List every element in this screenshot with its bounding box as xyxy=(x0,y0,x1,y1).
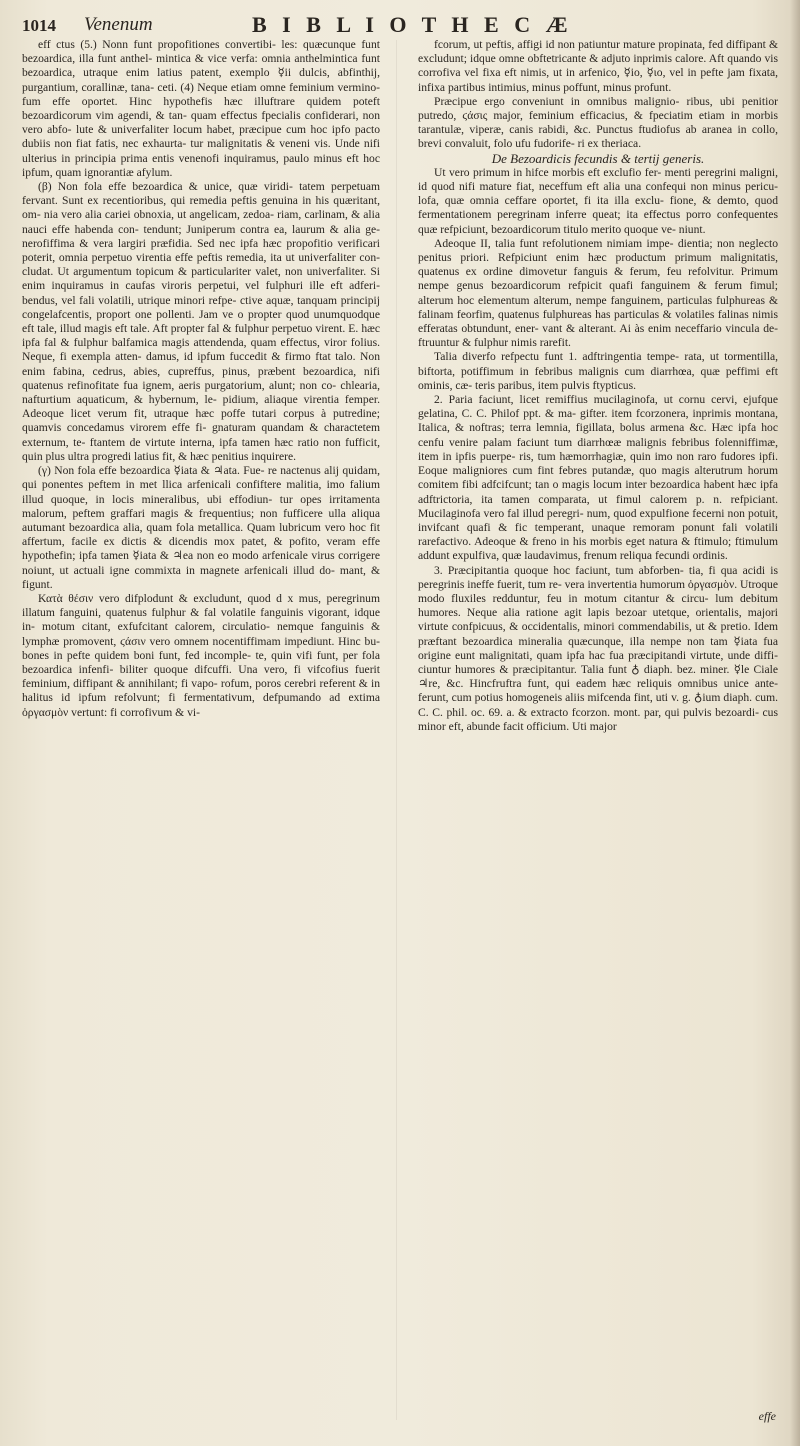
running-head-title: B I B L I O T H E C Æ xyxy=(252,12,573,37)
section-heading: De Bezoardicis fecundis & tertij generis. xyxy=(491,150,705,166)
paragraph: (γ) Non fola effe bezoardica ☿iata & ♃ata. Fue- re nactenus alij quidam, qui ponentes peftem in met llica arfenicali confiftere malitia, imo falium illud quoque, in locis mineralibus, ubi effodiun- tur opes irritamenta malorum, peftem graffari magis & frequentius; non fufficere ulla aliqua autumant bezoardica alia, quam fola metallica. Quam lubricum vero hoc fit affertum, facile ex dictis & dicendis mox patet, & pofito, veram effe hypothefin; ipfa tamen ☿iata & ♃ea non eo modo arfenicale virus corrigere noiunt, ut actuali igne commixta in magnete arfenicali illud do- mant, & figunt. xyxy=(22,464,380,591)
paragraph: eff ctus (5.) Nonn funt propofitiones convertibi- les: quæcunque funt bezoardica, illa funt anthel- mintica & vice verfa: omnia anthelmintica funt bezoardica, utraque enim latius patent, exemplo ☿ii dulcis, abfinthij, purgantium, corallinæ, tana- ceti. (4) Neque etiam omne feminium vermino- fum effe oportet. Hinc hypothefis hæc illuftrare quidem poteft bezoardicorum vim agendi, & tan- quam effectus fpecialis confiderari, non vero abfo- lute & univerfaliter locum habet, præcipue cum hoc ipfo pacto dubiis non fiat fatis, nec exhaurta- tur malignitatis & veneni vis. Unde nifi ulterius in principia prima entis venenofi inquiramus, paulo minus eft hoc ipfum, quam ignorantiæ afylum. xyxy=(22,38,380,179)
paragraph: Adeoque II, talia funt refolutionem nimiam impe- dientia; non neglecto penitus priori. Refpiciunt enim hæc productum primum malignitatis, quatenus ex ordine dimovetur fanguis & ferum, feu refolvitur. Primum nempe genus bezoardicorum refpicit quafi fanguinem & ferum fimul; alterum hoc elementum alterum, nempe fanguinem, particulas fulphureas & falinam feorfim, quatenus fulphureas has particulas & volatiles falinas nimis efferatas obtundunt, ener- vant & alterant. Ai às enim neceffario vincula de- ftruuntur & fulphur nimis rarefit. xyxy=(418,236,778,350)
paragraph: 2. Paria faciunt, licet remiffius mucilaginofa, ut cornu cervi, ejufque gelatina, C. C. Philof ppt. & ma- gifter. item fcorzonera, inprimis montana, Italica, & noftras; terra lemnia, figillata, bolus armena &c. Hæc ipfa hoc cenfu venire palam faciunt tum diarrhœæ malignis febribus folenniffimæ, item in ipfis puerpe- ris, tum hæmorrhagiæ, quin imo non raro fudores ipfi. Eoque maligniores cum fint febres putandæ, quo magis alterutrum horum comitem fibi adfcifcunt; tan o magis locum inter bezoardica habent hæc ipfa adftrictoria, ita tamen comparata, ut fimul calorem p. n. refpiciant. Mucilaginofa vero fal illud peregri- num, quod expulfione fecerni non potuit, invifcant quafi & fic temperant, unaque remoram ponunt fali volatili rarefactivo. Adeoque & freno in his morbis eget natura & ftimulo; ftimulum addunt expulfiva, quæ laudavimus, frenum reliqua fecundi ordinis. xyxy=(418,393,778,563)
paragraph: (β) Non fola effe bezoardica & unice, quæ viridi- tatem perpetuam fervant. Sunt ex recentioribus, qui remedia peftis genuina in his quæritant, om- nia vero alia cariei obnoxia, ut angelicam, zedoa- riam, carlinam, & alia nauci effe habenda con- tendunt; Juniperum contra ea, laurum & alia ge- nerofiffima & vera largiri præfidia. Sed nec ipfa hæc propofitio verificari poterit, omnia perpetuo virentia effe peftis remedia, ita ut univerfaliter con- cludat. Ut argumentum topicum & particulariter valet, non univerfaliter. Si enim inquiramus in caufas viroris perpetui, vel fulphuri ille eft adferi- bendus, vel fali volatili, utrique minori refpe- ctive aquæ, tanquam principij congelafcentis, proport one pollenti. Jam ve o propter quod unumquodque eft tale, illud magis eft tale. Aft propter fal & fulphur perpetuo virent. E. hæc ipfa fal & fulphur balfamica magis attendenda, quam effectus, viror folius. Neque, fi exempla atten- damus, id ipfum fuccedit & firmo ftat talo. Non enim fabina, cedrus, abies, cupreffus, pinus, præbent bezoardica, nifi quatenus refinofitate fua ignem, aeris purgatorium, alunt; non co- chlearia, nafturtium aquaticum, & hybernum, le- pidium, aliaque virentia femper. Adeoque licet verum fit, utraque hæc poffe tutari corpus à putredine; quamvis concedamus virorem effe fi- gnaturam quandam & charactetem externum, te- ftantem de virtute interna, ipfa tamen hæc ratio non fufficit, quin plus ultra progredi latius fit, & hæc penitius inquirere. xyxy=(22,180,380,463)
paragraph: Ut vero primum in hifce morbis eft exclufio fer- menti peregrini maligni, id quod nifi mature fiat, neceffum eft alia una confequi non minus pericu- lofa, quæ omnia ceffare oportet, fi ita illa exclu- fione, & demto, quod fermentationem peregrinam inferre queat; ita effectus porro confequentes quæ refpiciunt, bezoardicorum titulo merito quoque ve- niunt. xyxy=(418,165,778,236)
column-divider xyxy=(396,40,397,1420)
paragraph: fcorum, ut peftis, affigi id non patiuntur mature propinata, fed diffipant & excludunt; idque omne obftetricante & adjuto inprimis calore. Aft quando vis corrofiva vel fixa eft nimis, ut in arfenico, ☿io, ☿ιο, vel in pefte jam fixata, infixa partibus intimius, minus poffunt, minus profunt. xyxy=(418,38,778,94)
paragraph: 3. Præcipitantia quoque hoc faciunt, tum abforben- tia, fi qua acidi is peregrinis ineffe fuerit, tum re- vera invertentia humorum ὀργασμὸν. Utroque modo fluxiles redduntur, feu in motum citantur & circu- lum debitum humores. Neque alia ratione agit lapis bezoar utetque, orientalis, majori virtute confpicuus, & occidentalis, minori commendabilis, ut & pretio. Idem præftant bezoardica mineralia quæcunque, illa nempe non tam ☿iata fua origine eunt malignitati, quam ipfa hac fua præcipitandi virtute, unde diffi- ciuntur humores & præcipitantur. Talia funt ♁ diaph. bez. miner. ☿le Ciale ♃re, &c. Hincfruftra funt, qui eadem hæc reliquis omnibus unice ante- ferunt, cum potius homogeneis aliis mifcenda fint, uti v. g. ♁ium diaph. cum. C. C. phil. oc. 69. a. & extracto fcorzon. mont. par, qui pulvis bezoardi- cus minor eft, abunde facit officium. Uti major xyxy=(418,563,778,733)
paragraph: Præcipue ergo conveniunt in omnibus malignio- ribus, ubi penitior putredo, ϛάσις major, feminium efficacius, & fpeciatim etiam in morbis tarantulæ, viperæ, canis rabidi, &c. Punctus ftudiofus ab aranea in collo, brevi convaluit, folo ufu fudorife- ri ex theriaca. xyxy=(418,94,778,151)
left-column xyxy=(22,38,380,720)
paragraph: Talia diverfo refpectu funt 1. adftringentia tempe- rata, ut tormentilla, biftorta, potiffimum in febribus malignis cum diarrhœa, quæ peffimi eft ominis, cæ- teris paribus, item pulvis ftypticus. xyxy=(418,350,778,392)
page-number: 1014 xyxy=(22,16,56,35)
catchword: effe xyxy=(758,1409,776,1423)
running-head-subject: Venenum xyxy=(84,14,153,35)
right-column xyxy=(418,38,778,734)
paragraph: Κατὰ θέσιν vero difplodunt & excludunt, quod d x mus, peregrinum illatum fanguini, quatenus fulphur & fal volatile fanguinis vigorant, idque in- motum citant, exfufcitant calorem, circulatio- nemque fanguinis & lymphæ promovent, ϛάσιν vero omnem nocentiffimam impediunt. Hinc bu- bones in pefte quidem boni funt, fed incomple- te, quin vifi funt, per fola bezoardica infenfi- biliter quoque difcuffi. Una vero, fi vifcofius fuerit feminium, diffipant & annihilant; fi vapo- rofum, poros cerebri referent & in halitus id ipfum refolvunt; fi fermentativum, defpumando ad extima ὀργασμὸν vertunt: fi corrofivum & vi- xyxy=(22,591,380,719)
page-edge-shadow xyxy=(790,0,800,1446)
